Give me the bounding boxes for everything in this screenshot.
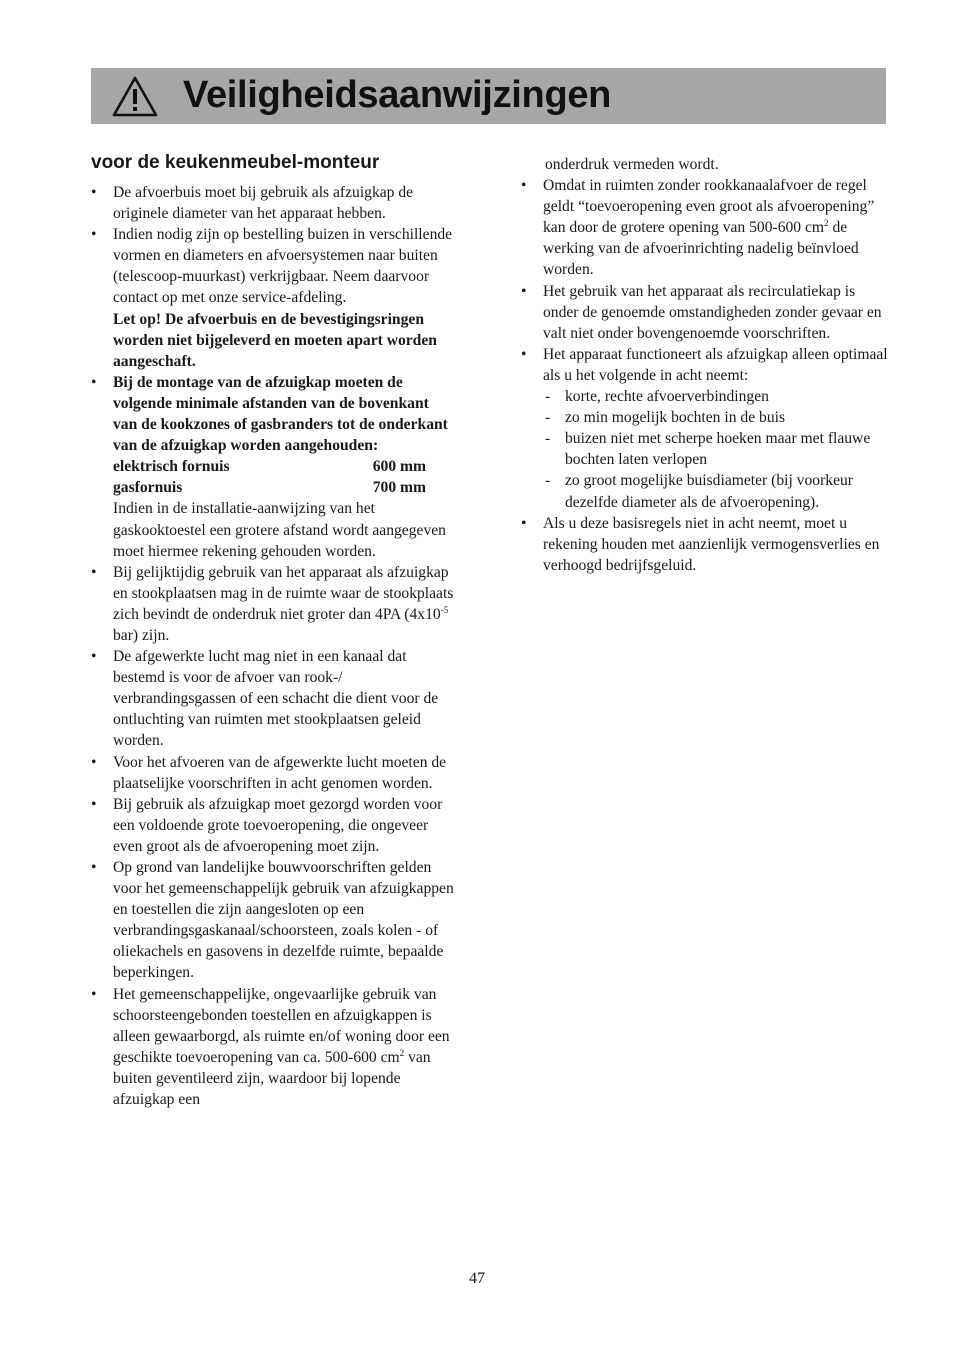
list-item <box>91 224 456 372</box>
instruction-list <box>91 182 456 1110</box>
header-bar <box>91 68 886 124</box>
list-item-text: Het gemeenschappelijke, ongevaarlijke gebruik van schoorsteengebonden toestellen en afzuigkappen is alleen gewaarborgd, als ruimte en/of woning door een geschikte toevoeropening van ca. 500-600 cm <box>113 985 450 1066</box>
dash-item: - buizen niet met scherpe hoeken maar met flauwe bochten laten verlopen <box>543 428 891 470</box>
instruction-list <box>521 175 891 576</box>
distance-row-gas <box>113 477 426 498</box>
distance-label: gasfornuis <box>113 479 183 497</box>
list-item <box>91 372 456 562</box>
warning-triangle-icon <box>112 76 158 117</box>
list-item-text: bar) zijn. <box>113 626 170 644</box>
list-item-text: de werking van de afvoerinrichting nadelig beïnvloed worden. <box>543 219 859 279</box>
superscript: -5 <box>440 604 449 615</box>
distance-value: 600 mm <box>372 458 426 476</box>
list-item-text: Bij de montage van de afzuigkap moeten de volgende minimale afstanden van de bovenkant van de kookzones of gasbranders tot de onderkant van de afzuigkap worden aangehouden: <box>113 373 448 455</box>
list-item-text: Omdat in ruimten zonder rookkanaalafvoer de regel geldt “toevoeropening even groot als afvoeropening” kan door de grotere opening van 500-600 cm <box>543 177 875 237</box>
list-item: • Bij gebruik als afzuigkap moet gezorgd worden voor een voldoende grote toevoeropening, die ongeveer even groot als de afvoeropening moet zijn. <box>91 794 456 857</box>
distance-row-electric <box>113 456 426 477</box>
list-item <box>91 984 456 1111</box>
page-title: Veiligheidsaanwijzingen <box>183 74 612 116</box>
warning-note: Let op! De afvoerbuis en de bevestigingsringen worden niet bijgeleverd en moeten apart worden aangeschaft. <box>113 310 437 370</box>
dash-item: - zo min mogelijk bochten in de buis <box>543 407 891 428</box>
page-number: 47 <box>469 1270 485 1287</box>
list-item: • Het gebruik van het apparaat als recirculatiekap is onder de genoemde omstandigheden zonder gevaar en valt niet onder bovengenoemde voorschriften. <box>521 281 891 344</box>
list-item: • Voor het afvoeren van de afgewerkte lucht moeten de plaatselijke voorschriften in acht genomen worden. <box>91 752 456 794</box>
list-item <box>521 175 891 280</box>
dash-item: - zo groot mogelijke buisdiameter (bij voorkeur dezelfde diameter als de afvoeropening). <box>543 470 891 512</box>
list-item: • De afvoerbuis moet bij gebruik als afzuigkap de originele diameter van het apparaat hebben. <box>91 182 456 224</box>
list-item-note: Indien in de installatie-aanwijzing van het gaskooktoestel een grotere afstand wordt aangegeven moet hiermee rekening gehouden worden. <box>113 500 446 560</box>
list-item: • Als u deze basisregels niet in acht neemt, moet u rekening houden met aanzienlijk vermogensverlies en verhoogd bedrijfsgeluid. <box>521 513 891 576</box>
list-item-text: Bij gelijktijdig gebruik van het apparaat als afzuigkap en stookplaatsen mag in de ruimte waar de stookplaats zich bevindt de onderdruk niet groter dan 4PA (4x10 <box>113 563 454 623</box>
superscript: 2 <box>399 1047 405 1058</box>
dash-item: - korte, rechte afvoerverbindingen <box>543 386 891 407</box>
list-item-text: van buiten geventileerd zijn, waardoor bij lopende afzuigkap een <box>113 1048 431 1109</box>
list-item: • De afgewerkte lucht mag niet in een kanaal dat bestemd is voor de afvoer van rook-/ verbrandingsgassen of een schacht die dient voor de ontluchting van ruimten met stookplaatsen geleid worden. <box>91 646 456 751</box>
list-item <box>91 562 456 646</box>
right-column <box>521 154 891 576</box>
dash-list <box>543 386 891 513</box>
distance-value: 700 mm <box>372 479 426 497</box>
list-item <box>521 344 891 513</box>
section-heading: voor de keukenmeubel-monteur <box>91 152 380 173</box>
continued-text: onderdruk vermeden wordt. <box>545 156 719 173</box>
list-item: • Op grond van landelijke bouwvoorschriften gelden voor het gemeenschappelijk gebruik van afzuigkappen en toestellen die zijn aangesloten op een verbrandingsgaskanaal/schoorsteen, zoals kolen - of oliekachels en gasovens in dezelfde ruimte, bepaalde beperkingen. <box>91 857 456 984</box>
left-column <box>91 150 456 1110</box>
distance-label: elektrisch fornuis <box>113 458 230 476</box>
list-item-text: Het apparaat functioneert als afzuigkap alleen optimaal als u het volgende in acht neemt: <box>543 345 888 384</box>
superscript: 2 <box>824 218 829 229</box>
list-item-text: Indien nodig zijn op bestelling buizen in verschillende vormen en diameters en afvoersystemen naar buiten (telescoop-muurkast) verkrijgbaar. Neem daarvoor contact op met onze service-afdeling. <box>113 226 453 307</box>
